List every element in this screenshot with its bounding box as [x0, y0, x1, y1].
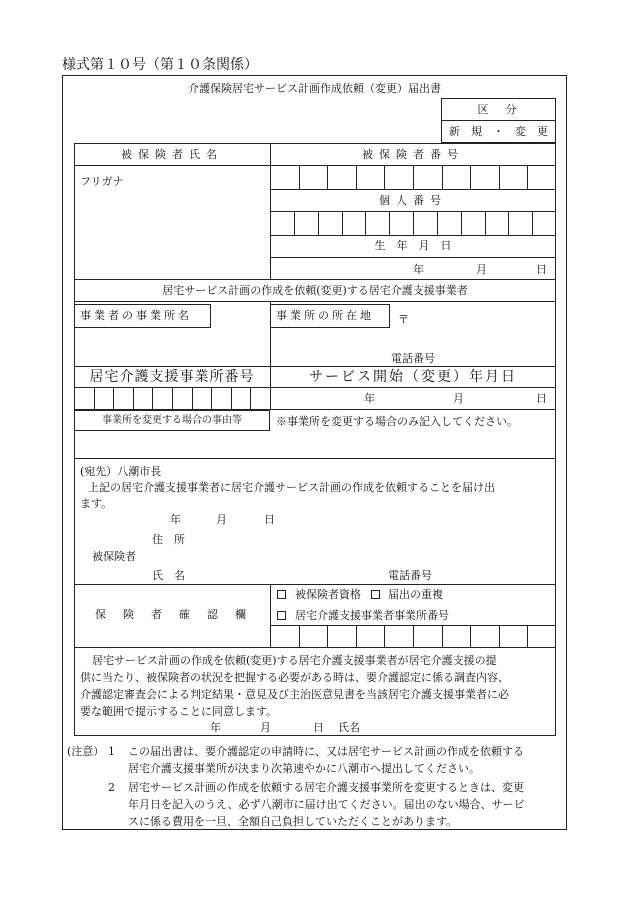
cell-divider: [485, 211, 486, 235]
cell-divider: [470, 165, 471, 189]
checkbox-label-office-number: 居宅介護支援事業者事業所番号: [295, 609, 449, 622]
consent-line-2: 供に当たり、被保険者の状況を把握する必要がある時は、要介護認定に係る調査内容、: [80, 671, 509, 684]
cell-divider: [527, 625, 528, 647]
consent-line-4: 要な範囲で提示することに同意します。: [80, 705, 278, 718]
cell-divider: [231, 387, 232, 409]
checkbox-duplicate[interactable]: [371, 590, 380, 599]
cell-divider: [327, 625, 328, 647]
checkbox-label-insured-status: 被保険者資格: [295, 588, 361, 601]
cell-divider: [499, 165, 500, 189]
individual-number-label: 個人番号: [379, 194, 447, 207]
cell-divider: [294, 211, 295, 235]
declaration-phone-label: 電話番号: [388, 569, 432, 582]
checkbox-insured-status[interactable]: [277, 590, 286, 599]
note-2-line-3: スに係る費用を一旦、全額自己負担していただくことがあります。: [128, 815, 458, 828]
insured-label: 被保険者: [92, 550, 136, 563]
form-number: 様式第１０号（第１０条関係）: [62, 57, 258, 73]
consent-signature[interactable]: 年 月 日 氏名: [210, 721, 360, 734]
cell-divider: [499, 625, 500, 647]
cell-divider: [532, 211, 533, 235]
cell-divider: [94, 387, 95, 409]
checkbox-office-number[interactable]: [277, 611, 286, 620]
cell-divider: [527, 165, 528, 189]
cell-divider: [442, 165, 443, 189]
cell-divider: [299, 625, 300, 647]
change-reason-note: ※事業所を変更する場合のみ記入してください。: [276, 415, 518, 428]
service-start-field[interactable]: 年 月 日: [364, 392, 547, 405]
cell-divider: [384, 165, 385, 189]
furigana-label: フリガナ: [80, 175, 124, 188]
cell-divider: [470, 625, 471, 647]
cell-divider: [299, 165, 300, 189]
declaration-line-1: 上記の居宅介護支援事業者に居宅介護サービス計画の作成を依頼することを届け出: [88, 481, 495, 494]
cell-divider: [365, 211, 366, 235]
cell-divider: [442, 625, 443, 647]
note-1-line-2: 居宅介護支援事業所が決まり次第速やかに八潮市へ提出してください。: [128, 762, 480, 775]
office-address-field[interactable]: [271, 330, 556, 352]
address-label: 住 所: [152, 533, 185, 546]
checkbox-label-duplicate: 届出の重複: [388, 588, 443, 601]
office-address-label: 事業所の所在地: [276, 309, 374, 322]
birthdate-field[interactable]: 年 月 日: [413, 263, 547, 276]
consent-line-1: 居宅サービス計画の作成を依頼(変更)する居宅介護支援事業者が居宅介護支援の提: [92, 654, 497, 667]
office-number-label: 居宅介護支援事業所番号: [89, 369, 255, 385]
birthdate-label: 生 年 月 日: [374, 239, 452, 252]
office-name-label: 事業者の事業所名: [80, 309, 192, 322]
cell-divider: [318, 211, 319, 235]
cell-divider: [461, 211, 462, 235]
service-start-label: サービス開始（変更）年月日: [309, 369, 517, 385]
provider-section-title: 居宅サービス計画の作成を依頼(変更)する居宅介護支援事業者: [162, 284, 468, 297]
declaration-line-2: ます。: [80, 497, 113, 510]
office-name-field[interactable]: [74, 330, 270, 366]
note-2-line-1: 居宅サービス計画の作成を依頼する居宅介護支援事業所を変更するときは、変更: [128, 781, 524, 794]
cell-divider: [413, 625, 414, 647]
cell-divider: [356, 165, 357, 189]
form-title: 介護保険居宅サービス計画作成依頼（変更）届出書: [188, 82, 441, 95]
cell-divider: [327, 165, 328, 189]
cell-divider: [384, 625, 385, 647]
insured-number-label: 被保険者番号: [362, 148, 464, 161]
notes-label: (注意）: [67, 745, 105, 758]
declaration-date[interactable]: 年 月 日: [170, 513, 275, 526]
cell-divider: [356, 625, 357, 647]
note-2-number: 2: [108, 781, 115, 794]
cell-divider: [437, 211, 438, 235]
note-2-line-2: 年月日を記入のうえ、必ず八潮市に届け出てください。届出のない場合、サービ: [128, 798, 525, 811]
category-label: 区 分: [477, 103, 520, 116]
addressee: (宛先）八潮市長: [80, 465, 162, 478]
cell-divider: [413, 165, 414, 189]
confirmation-label: 保 険 者 確 認 欄: [95, 608, 249, 621]
cell-divider: [389, 211, 390, 235]
cell-divider: [211, 387, 212, 409]
change-reason-field[interactable]: [75, 432, 555, 457]
consent-line-3: 介護認定審査会による判定結果・意見及び主治医意見書を当該居宅介護支援事業者に必: [80, 688, 509, 701]
category-options[interactable]: 新 規 ・ 変 更: [449, 125, 548, 138]
postal-mark: 〒: [398, 313, 409, 326]
insured-name-label: 被保険者氏名: [121, 148, 223, 161]
cell-divider: [172, 387, 173, 409]
cell-divider: [113, 387, 114, 409]
office-phone-label: 電話番号: [391, 352, 435, 365]
cell-divider: [508, 211, 509, 235]
cell-divider: [192, 387, 193, 409]
insured-name-field[interactable]: [74, 190, 270, 279]
name-label: 氏 名: [152, 569, 185, 582]
cell-divider: [413, 211, 414, 235]
note-1-line-1: この届出書は、要介護認定の申請時に、又は居宅サービス計画の作成を依頼する: [128, 745, 524, 758]
cell-divider: [133, 387, 134, 409]
cell-divider: [152, 387, 153, 409]
cell-divider: [342, 211, 343, 235]
note-1-number: 1: [108, 745, 115, 758]
change-reason-label: 事業所を変更する場合の事由等: [102, 415, 242, 426]
cell-divider: [250, 387, 251, 409]
